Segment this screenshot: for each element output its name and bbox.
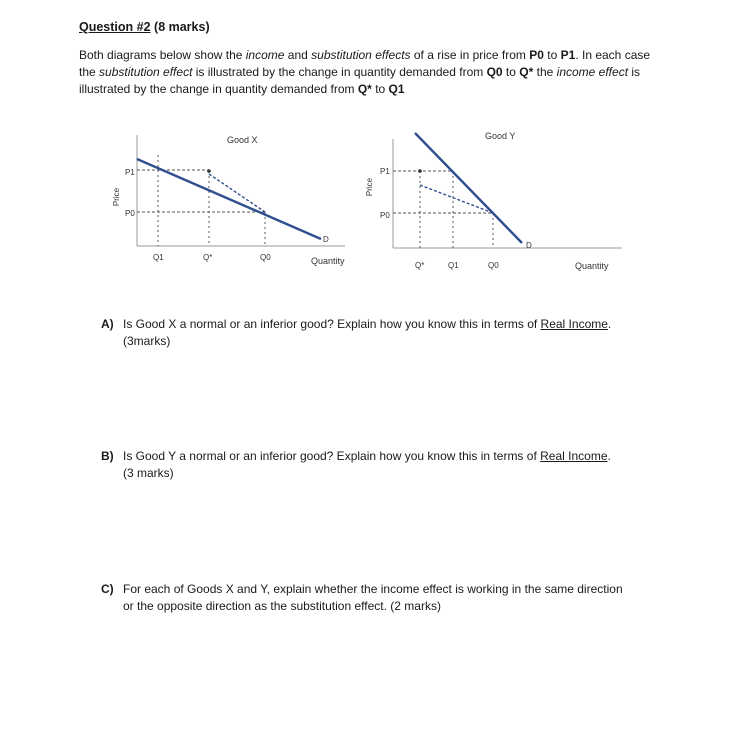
- intro-italic: income effect: [556, 65, 629, 79]
- intro-text: . In each case the: [79, 48, 651, 79]
- demand-label: D: [526, 241, 532, 250]
- y-axis-label: Price: [365, 177, 374, 197]
- qstar-label: Q*: [415, 261, 425, 270]
- intro-bold: P1: [560, 48, 576, 62]
- intro-text: to: [543, 48, 561, 62]
- question-c-text: For each of Goods X and Y, explain whether the income effect is working in the same direction: [123, 582, 623, 596]
- question-title: Question #2: [79, 20, 151, 34]
- p1-label: P1: [125, 168, 135, 177]
- q1-label: Q1: [448, 261, 459, 270]
- intro-bold: P0: [529, 48, 544, 62]
- question-c-text-2: or the opposite direction as the substitution effect. (2 marks): [123, 599, 441, 613]
- intro-text: Both diagrams below show the: [79, 48, 246, 62]
- demand-curve: [415, 133, 522, 243]
- diagram-good-y-svg: [360, 125, 630, 275]
- question-a-label: A): [101, 317, 114, 331]
- diagram-good-y: [360, 125, 610, 275]
- demand-curve: [137, 159, 321, 239]
- diagram-title: Good X: [227, 135, 258, 145]
- question-intro: [79, 47, 669, 98]
- question-c: [101, 581, 661, 615]
- question-a: [101, 316, 661, 350]
- x-axis-label: Quantity: [311, 256, 345, 266]
- intro-text: the: [533, 65, 557, 79]
- q1-label: Q1: [153, 253, 164, 262]
- question-b-text: Is Good Y a normal or an inferior good? Explain how you know this in terms of: [123, 449, 541, 463]
- qstar-point: [418, 169, 422, 173]
- intro-bold: Q1: [388, 82, 405, 96]
- intro-text: and: [284, 48, 312, 62]
- diagram-good-x-svg: [105, 125, 355, 275]
- question-c-label: C): [101, 582, 114, 596]
- question-a-marks: (3marks): [123, 334, 171, 348]
- question-marks: (8 marks): [154, 20, 210, 34]
- intro-italic: substitution effect: [99, 65, 193, 79]
- intro-bold: Q0: [486, 65, 503, 79]
- q0-label: Q0: [260, 253, 271, 262]
- intro-text: to: [502, 65, 520, 79]
- question-a-end: .: [607, 317, 612, 331]
- question-heading: [79, 20, 210, 34]
- question-b: [101, 448, 661, 482]
- question-b-marks: (3 marks): [123, 466, 174, 480]
- intro-bold: Q*: [357, 82, 372, 96]
- qstar-point: [207, 169, 211, 173]
- intro-text: is illustrated by the change in quantity demanded from: [79, 65, 641, 96]
- q0-label: Q0: [488, 261, 499, 270]
- intro-italic: income: [245, 48, 285, 62]
- question-b-end: .: [607, 449, 611, 463]
- compensated-line: [420, 185, 493, 213]
- real-income-term: Real Income: [540, 317, 608, 331]
- intro-text: of a rise in price from: [410, 48, 530, 62]
- real-income-term: Real Income: [540, 449, 608, 463]
- question-b-label: B): [101, 449, 114, 463]
- diagram-title: Good Y: [485, 131, 516, 141]
- p0-label: P0: [125, 209, 135, 218]
- intro-text: is illustrated by the change in quantity demanded from: [192, 65, 487, 79]
- question-a-text: Is Good X a normal or an inferior good? Explain how you know this in terms of: [123, 317, 541, 331]
- x-axis-label: Quantity: [575, 261, 609, 271]
- y-axis-label: Price: [112, 187, 121, 207]
- intro-bold: Q*: [519, 65, 534, 79]
- qstar-label: Q*: [203, 253, 213, 262]
- intro-italic: substitution effects: [311, 48, 411, 62]
- p1-label: P1: [380, 167, 390, 176]
- p0-label: P0: [380, 211, 390, 220]
- demand-label: D: [323, 235, 329, 244]
- intro-text: to: [371, 82, 389, 96]
- diagram-good-x: [105, 125, 355, 275]
